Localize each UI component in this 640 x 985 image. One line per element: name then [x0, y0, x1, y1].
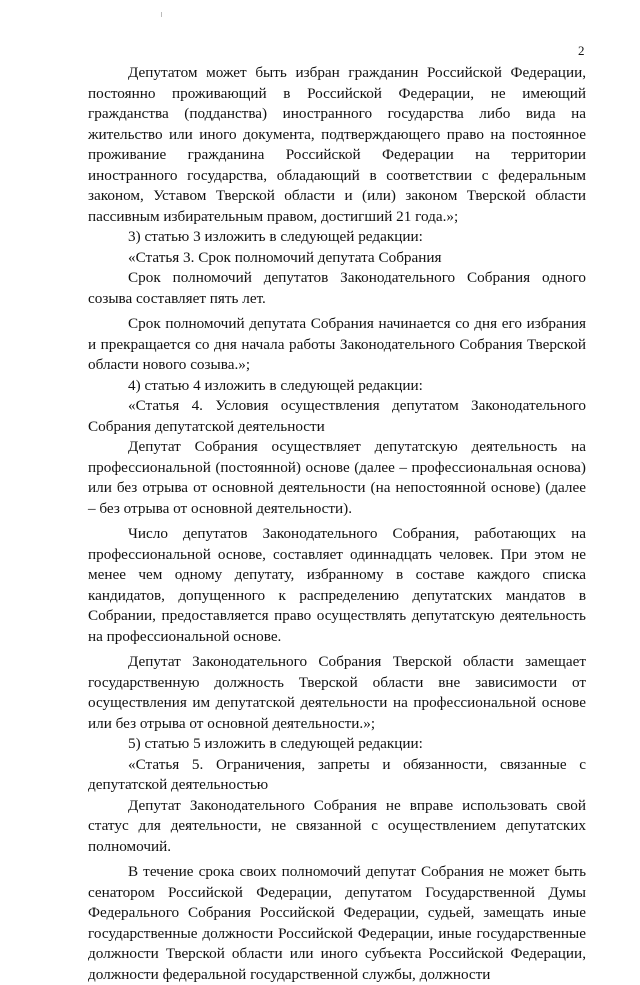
- paragraph-term-start: Срок полномочий депутата Собрания начинается со дня его избрания и прекращается со дня начала работы Законодательного Собрания Тверской области нового созыва.»;: [88, 315, 586, 373]
- article-5-heading: «Статья 5. Ограничения, запреты и обязанности, связанные с депутатской деятельностью: [88, 755, 586, 793]
- paragraph-eligibility: Депутатом может быть избран гражданин Российской Федерации, постоянно проживающий в Российской Федерации, не имеющий гражданства (подданства) иностранного государства либо вида на жительство или иного документа, подтверждающего право на постоянное проживание гражданина Российской Федерации на территории иностранного государства, обладающий в соответствии с федеральным законом, Уставом Тверской области и (или) законом Тверской области пассивным избирательным правом, достигший 21 года.»;: [88, 64, 586, 225]
- paragraph-professional-basis: Депутат Собрания осуществляет депутатскую деятельность на профессиональной (постоянной) основе (далее – профессиональная основа) или без отрыва от основной деятельности (на непостоянной основе) (далее – без отрыва от основной деятельности).: [88, 438, 586, 517]
- paragraph-state-position: Депутат Законодательного Собрания Тверской области замещает государственную должность Тверской области вне зависимости от осуществления им депутатской деятельности на профессиональной основе или без отрыва от основной деятельности.»;: [88, 653, 586, 732]
- paragraph-status-use: Депутат Законодательного Собрания не вправе использовать свой статус для деятельности, не связанной с осуществлением депутатских полномочий.: [88, 796, 586, 855]
- document-body: [88, 63, 586, 985]
- page-number: 2: [578, 43, 585, 58]
- paragraph-amend-article-5: 5) статью 5 изложить в следующей редакции:: [128, 735, 423, 752]
- paragraph-incompatibility: В течение срока своих полномочий депутат Собрания не может быть сенатором Российской Федерации, депутатом Государственной Думы Федерального Собрания Российской Федерации, судьей, замещать иные государственные должности Российской Федерации, иные государственные должности Тверской области или иного субъекта Российской Федерации, должности федеральной государственной службы, должности: [88, 863, 586, 983]
- article-4-heading: «Статья 4. Условия осуществления депутатом Законодательного Собрания депутатской деятельности: [88, 397, 586, 435]
- scan-mark: [161, 12, 162, 17]
- paragraph-amend-article-4: 4) статью 4 изложить в следующей редакции:: [128, 376, 423, 394]
- paragraph-term-length: Срок полномочий депутатов Законодательного Собрания одного созыва составляет пять лет.: [88, 269, 586, 307]
- article-3-heading: «Статья 3. Срок полномочий депутата Собрания: [128, 248, 442, 266]
- paragraph-amend-article-3: 3) статью 3 изложить в следующей редакции:: [128, 228, 423, 245]
- paragraph-deputy-count: Число депутатов Законодательного Собрания, работающих на профессиональной основе, составляет одиннадцать человек. При этом не менее чем одному депутату, избранному в составе каждого списка кандидатов, допущенного к распределению депутатских мандатов в Собрании, предоставляется право осуществлять депутатскую деятельность на профессиональной основе.: [88, 525, 586, 645]
